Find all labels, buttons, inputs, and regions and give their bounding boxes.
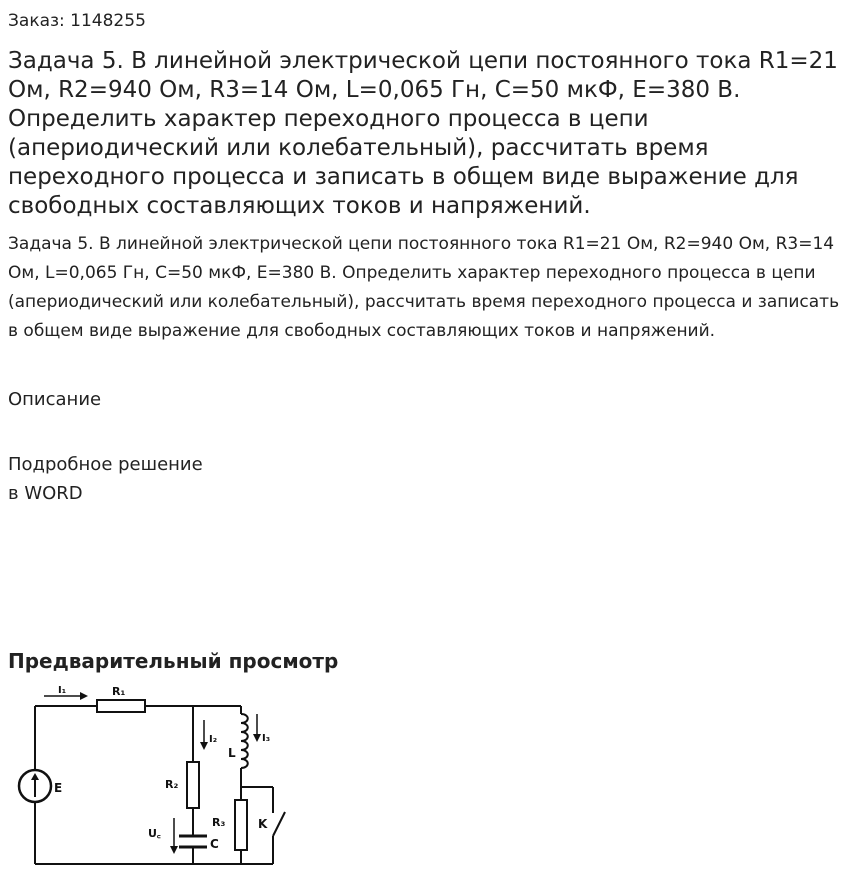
preview-title: Предварительный просмотр [8,649,339,673]
inductor-l [241,714,248,768]
label-r3: R₃ [212,816,226,829]
label-i2: I₂ [209,734,218,745]
current-arrow-i3 [253,714,261,742]
label-r1: R₁ [112,685,126,698]
resistor-r3 [235,800,247,850]
label-i3: I₃ [262,733,271,744]
switch-k [273,812,285,836]
task-heading: Задача 5. В линейной электрической цепи постоянного тока R1=21 Ом, R2=940 Ом, R3=14 Ом, L=0,065 Гн, С=50 мкФ, Е=380 В. Определить характер переходного процесса в цепи (апериодический или колебательный), рассчитать время переходного процесса и записать в общем виде выражение для свободных составляющих токов и напряжений. [8,48,838,219]
task-text: Задача 5. В линейной электрической цепи постоянного тока R1=21 Ом, R2=940 Ом, R3=14 Ом, L=0,065 Гн, С=50 мкФ, Е=380 В. Определить характер переходного процесса в цепи (апериодический или колебательный), рассчитать время переходного процесса и записать в общем виде выражение для свободных составляющих токов и напряжений. [8,234,840,341]
voltage-arrow-uc [170,818,178,854]
label-c: C [210,837,219,851]
solution-line-1: Подробное решение [8,454,203,475]
label-r2: R₂ [165,778,179,791]
solution-info [8,450,203,508]
circuit-diagram [0,676,310,876]
order-number: Заказ: 1148255 [8,11,146,31]
label-k: K [258,817,268,831]
solution-line-2: в WORD [8,483,83,504]
label-uc: U꜀ [148,827,161,840]
resistor-r2 [187,762,199,808]
label-l: L [228,746,236,760]
capacitor-c [179,836,207,847]
description-label: Описание [8,389,102,410]
resistor-r1 [97,700,145,712]
label-e: E [54,781,63,795]
label-i1: I₁ [58,685,67,696]
current-arrow-i2 [200,720,208,750]
